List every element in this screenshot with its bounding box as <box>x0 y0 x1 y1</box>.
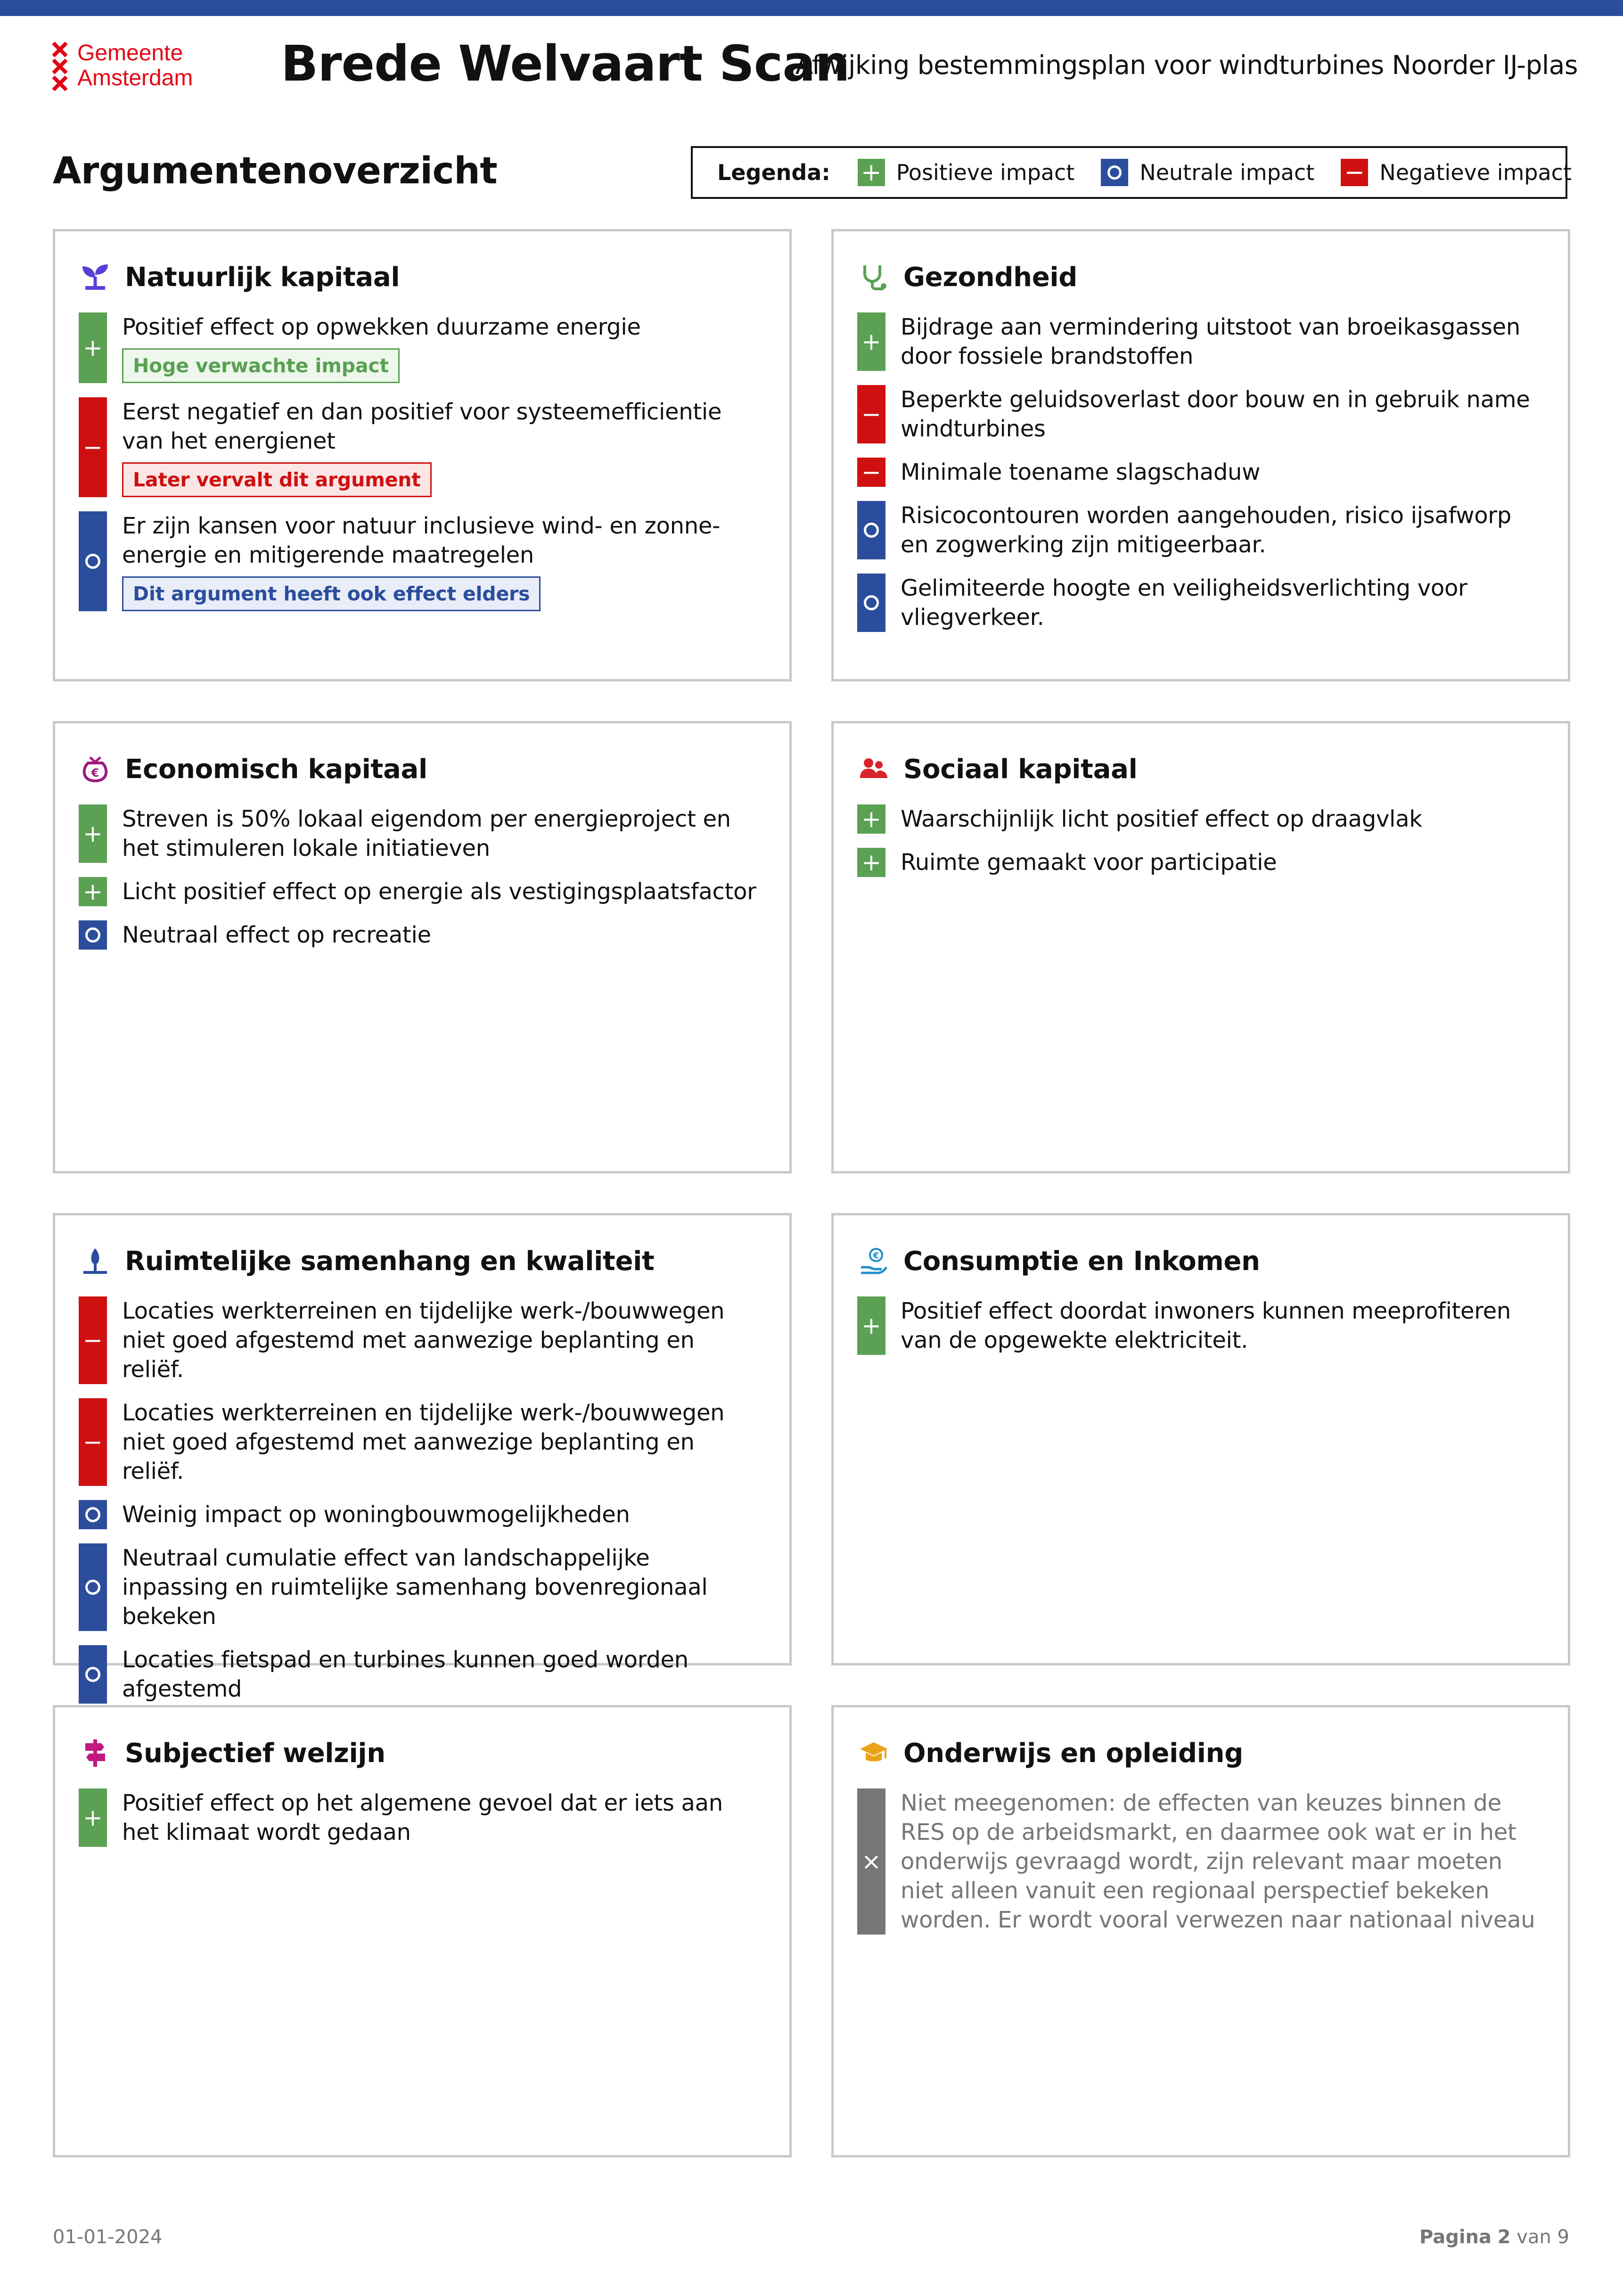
argument-text: Bijdrage aan vermindering uitstoot van broeikasgassen door fossiele brandstoffen <box>901 314 1520 369</box>
impact-tag: Hoge verwachte impact <box>122 348 400 383</box>
logo-line-1: Gemeente <box>77 41 183 66</box>
circle-icon <box>79 511 107 611</box>
card-subjectief-welzijn <box>53 1705 792 2157</box>
argument-text: Weinig impact op woningbouwmogelijkheden <box>122 1501 630 1528</box>
svg-text:€: € <box>91 766 99 779</box>
plus-icon: + <box>79 804 107 863</box>
impact-tag: Later vervalt dit argument <box>122 462 432 497</box>
argument-item <box>79 312 757 383</box>
argument-item <box>79 1788 757 1847</box>
argument-text: Locaties werkterreinen en tijdelijke werk-/bouwwegen niet goed afgestemd met aanwezige beplanting en reliëf. <box>122 1298 725 1383</box>
plus-icon: + <box>79 877 107 906</box>
argument-item <box>79 1398 757 1486</box>
logo-line-2: Amsterdam <box>77 66 193 90</box>
card-consumptie-en-inkomen <box>831 1213 1570 1665</box>
document-subtitle: Afwijking bestemmingsplan voor windturbines Noorder IJ-plas <box>795 50 1578 80</box>
tree-ground-icon <box>79 1245 112 1278</box>
argument-item <box>857 804 1536 834</box>
argument-item <box>79 1296 757 1384</box>
argument-text: Beperkte geluidsoverlast door bouw en in gebruik name windturbines <box>901 386 1530 442</box>
plant-sprout-icon <box>79 261 112 294</box>
card-economisch-kapitaal <box>53 721 792 1173</box>
card-title: Natuurlijk kapitaal <box>125 262 400 293</box>
argument-text: Positief effect op opwekken duurzame energie <box>122 314 641 340</box>
argument-item <box>79 511 757 611</box>
card-onderwijs-en-opleiding <box>831 1705 1570 2157</box>
argument-item <box>79 877 757 906</box>
minus-icon: − <box>1341 159 1368 186</box>
minus-icon: − <box>79 1296 107 1384</box>
legend-item-label: Negatieve impact <box>1379 160 1572 185</box>
plus-icon: + <box>857 312 885 371</box>
minus-icon: − <box>79 1398 107 1486</box>
argument-text: Positief effect op het algemene gevoel dat er iets aan het klimaat wordt gedaan <box>122 1790 723 1845</box>
circle-icon <box>79 1645 107 1704</box>
graduation-cap-icon <box>857 1737 890 1770</box>
argument-item <box>79 920 757 950</box>
legend-item-negative <box>1341 159 1572 186</box>
card-title: Gezondheid <box>903 262 1078 293</box>
argument-item <box>79 1543 757 1631</box>
money-bag-icon <box>79 753 112 786</box>
card-title: Sociaal kapitaal <box>903 754 1138 785</box>
document-title: Brede Welvaart Scan <box>281 35 850 92</box>
circle-icon <box>79 1500 107 1529</box>
argument-item <box>857 458 1536 487</box>
legend-item-positive <box>858 159 1075 186</box>
people-group-icon <box>857 753 890 786</box>
argument-text: Minimale toename slagschaduw <box>901 459 1261 485</box>
argument-text: Locaties fietspad en turbines kunnen goed worden afgestemd <box>122 1647 689 1702</box>
plus-icon: + <box>857 848 885 877</box>
argument-text: Streven is 50% lokaal eigendom per energieproject en het stimuleren lokale initiatieven <box>122 806 731 861</box>
footer-date: 01-01-2024 <box>53 2226 163 2248</box>
page-number: 2 <box>1497 2226 1511 2248</box>
argument-text: Ruimte gemaakt voor participatie <box>901 849 1277 876</box>
argument-item <box>79 1645 757 1704</box>
top-color-bar <box>0 0 1623 16</box>
card-title: Ruimtelijke samenhang en kwaliteit <box>125 1246 655 1277</box>
section-title: Argumentenoverzicht <box>53 150 498 192</box>
argument-item <box>857 385 1536 443</box>
cross-icon: × <box>857 1788 885 1935</box>
card-sociaal-kapitaal <box>831 721 1570 1173</box>
legend-label: Legenda: <box>717 160 830 185</box>
argument-item <box>79 1500 757 1529</box>
circle-icon <box>857 574 885 632</box>
legend-item-label: Positieve impact <box>896 160 1075 185</box>
legend-item-label: Neutrale impact <box>1139 160 1315 185</box>
card-natuurlijk-kapitaal <box>53 229 792 681</box>
minus-icon: − <box>857 385 885 443</box>
argument-text: Locaties werkterreinen en tijdelijke werk-/bouwwegen niet goed afgestemd met aanwezige beplanting en reliëf. <box>122 1400 725 1484</box>
svg-text:€: € <box>873 1251 879 1261</box>
argument-text: Niet meegenomen: de effecten van keuzes binnen de RES op de arbeidsmarkt, en daarmee ook wat er in het onderwijs gevraagd wordt, zijn relevant maar moeten niet alleen vanuit een regionaal perspectief bekeken worden. Er wordt vooral verwezen naar nationaal niveau <box>901 1790 1535 1933</box>
argument-text: Positief effect doordat inwoners kunnen meeprofiteren van de opgewekte elektriciteit. <box>901 1298 1511 1353</box>
argument-text: Gelimiteerde hoogte en veiligheidsverlichting voor vliegverkeer. <box>901 575 1467 631</box>
circle-icon <box>857 501 885 559</box>
plus-icon: + <box>79 1788 107 1847</box>
argument-text: Risicocontouren worden aangehouden, risico ijsafworp en zogwerking zijn mitigeerbaar. <box>901 502 1511 558</box>
argument-text: Er zijn kansen voor natuur inclusieve wind- en zonne-energie en mitigerende maatregelen <box>122 513 721 568</box>
card-gezondheid <box>831 229 1570 681</box>
argument-text: Eerst negatief en dan positief voor systeemefficientie van het energienet <box>122 399 722 454</box>
plus-icon: + <box>857 1296 885 1355</box>
minus-icon: − <box>79 397 107 497</box>
argument-item <box>857 1788 1536 1935</box>
argument-text: Waarschijnlijk licht positief effect op draagvlak <box>901 806 1422 832</box>
argument-text: Neutraal cumulatie effect van landschappelijke inpassing en ruimtelijke samenhang bovenregionaal bekeken <box>122 1545 708 1630</box>
circle-icon <box>1101 159 1128 186</box>
card-title: Consumptie en Inkomen <box>903 1246 1260 1277</box>
minus-icon: − <box>857 458 885 487</box>
argument-item <box>857 501 1536 559</box>
stethoscope-icon <box>857 261 890 294</box>
argument-item <box>857 1296 1536 1355</box>
argument-item <box>857 574 1536 632</box>
hand-coin-icon <box>857 1245 890 1278</box>
argument-item <box>857 312 1536 371</box>
card-title: Economisch kapitaal <box>125 754 427 785</box>
card-title: Onderwijs en opleiding <box>903 1738 1244 1769</box>
impact-tag: Dit argument heeft ook effect elders <box>122 576 541 611</box>
page-of: van <box>1516 2226 1551 2248</box>
argument-item <box>79 397 757 497</box>
page-indicator <box>1419 2226 1569 2248</box>
argument-text: Neutraal effect op recreatie <box>122 922 431 948</box>
plus-icon: + <box>858 159 885 186</box>
circle-icon <box>79 920 107 950</box>
plus-icon: + <box>79 312 107 383</box>
page-total: 9 <box>1557 2226 1569 2248</box>
card-title: Subjectief welzijn <box>125 1738 385 1769</box>
page-label: Pagina <box>1419 2226 1492 2248</box>
legend <box>691 146 1572 199</box>
card-ruimtelijke-samenhang <box>53 1213 792 1702</box>
andreas-cross-icon <box>51 41 70 92</box>
legend-item-neutral <box>1101 159 1314 186</box>
argument-text: Licht positief effect op energie als vestigingsplaatsfactor <box>122 878 756 905</box>
argument-item <box>857 848 1536 877</box>
circle-icon <box>79 1543 107 1631</box>
argument-item <box>79 804 757 863</box>
signpost-icon <box>79 1737 112 1770</box>
plus-icon: + <box>857 804 885 834</box>
